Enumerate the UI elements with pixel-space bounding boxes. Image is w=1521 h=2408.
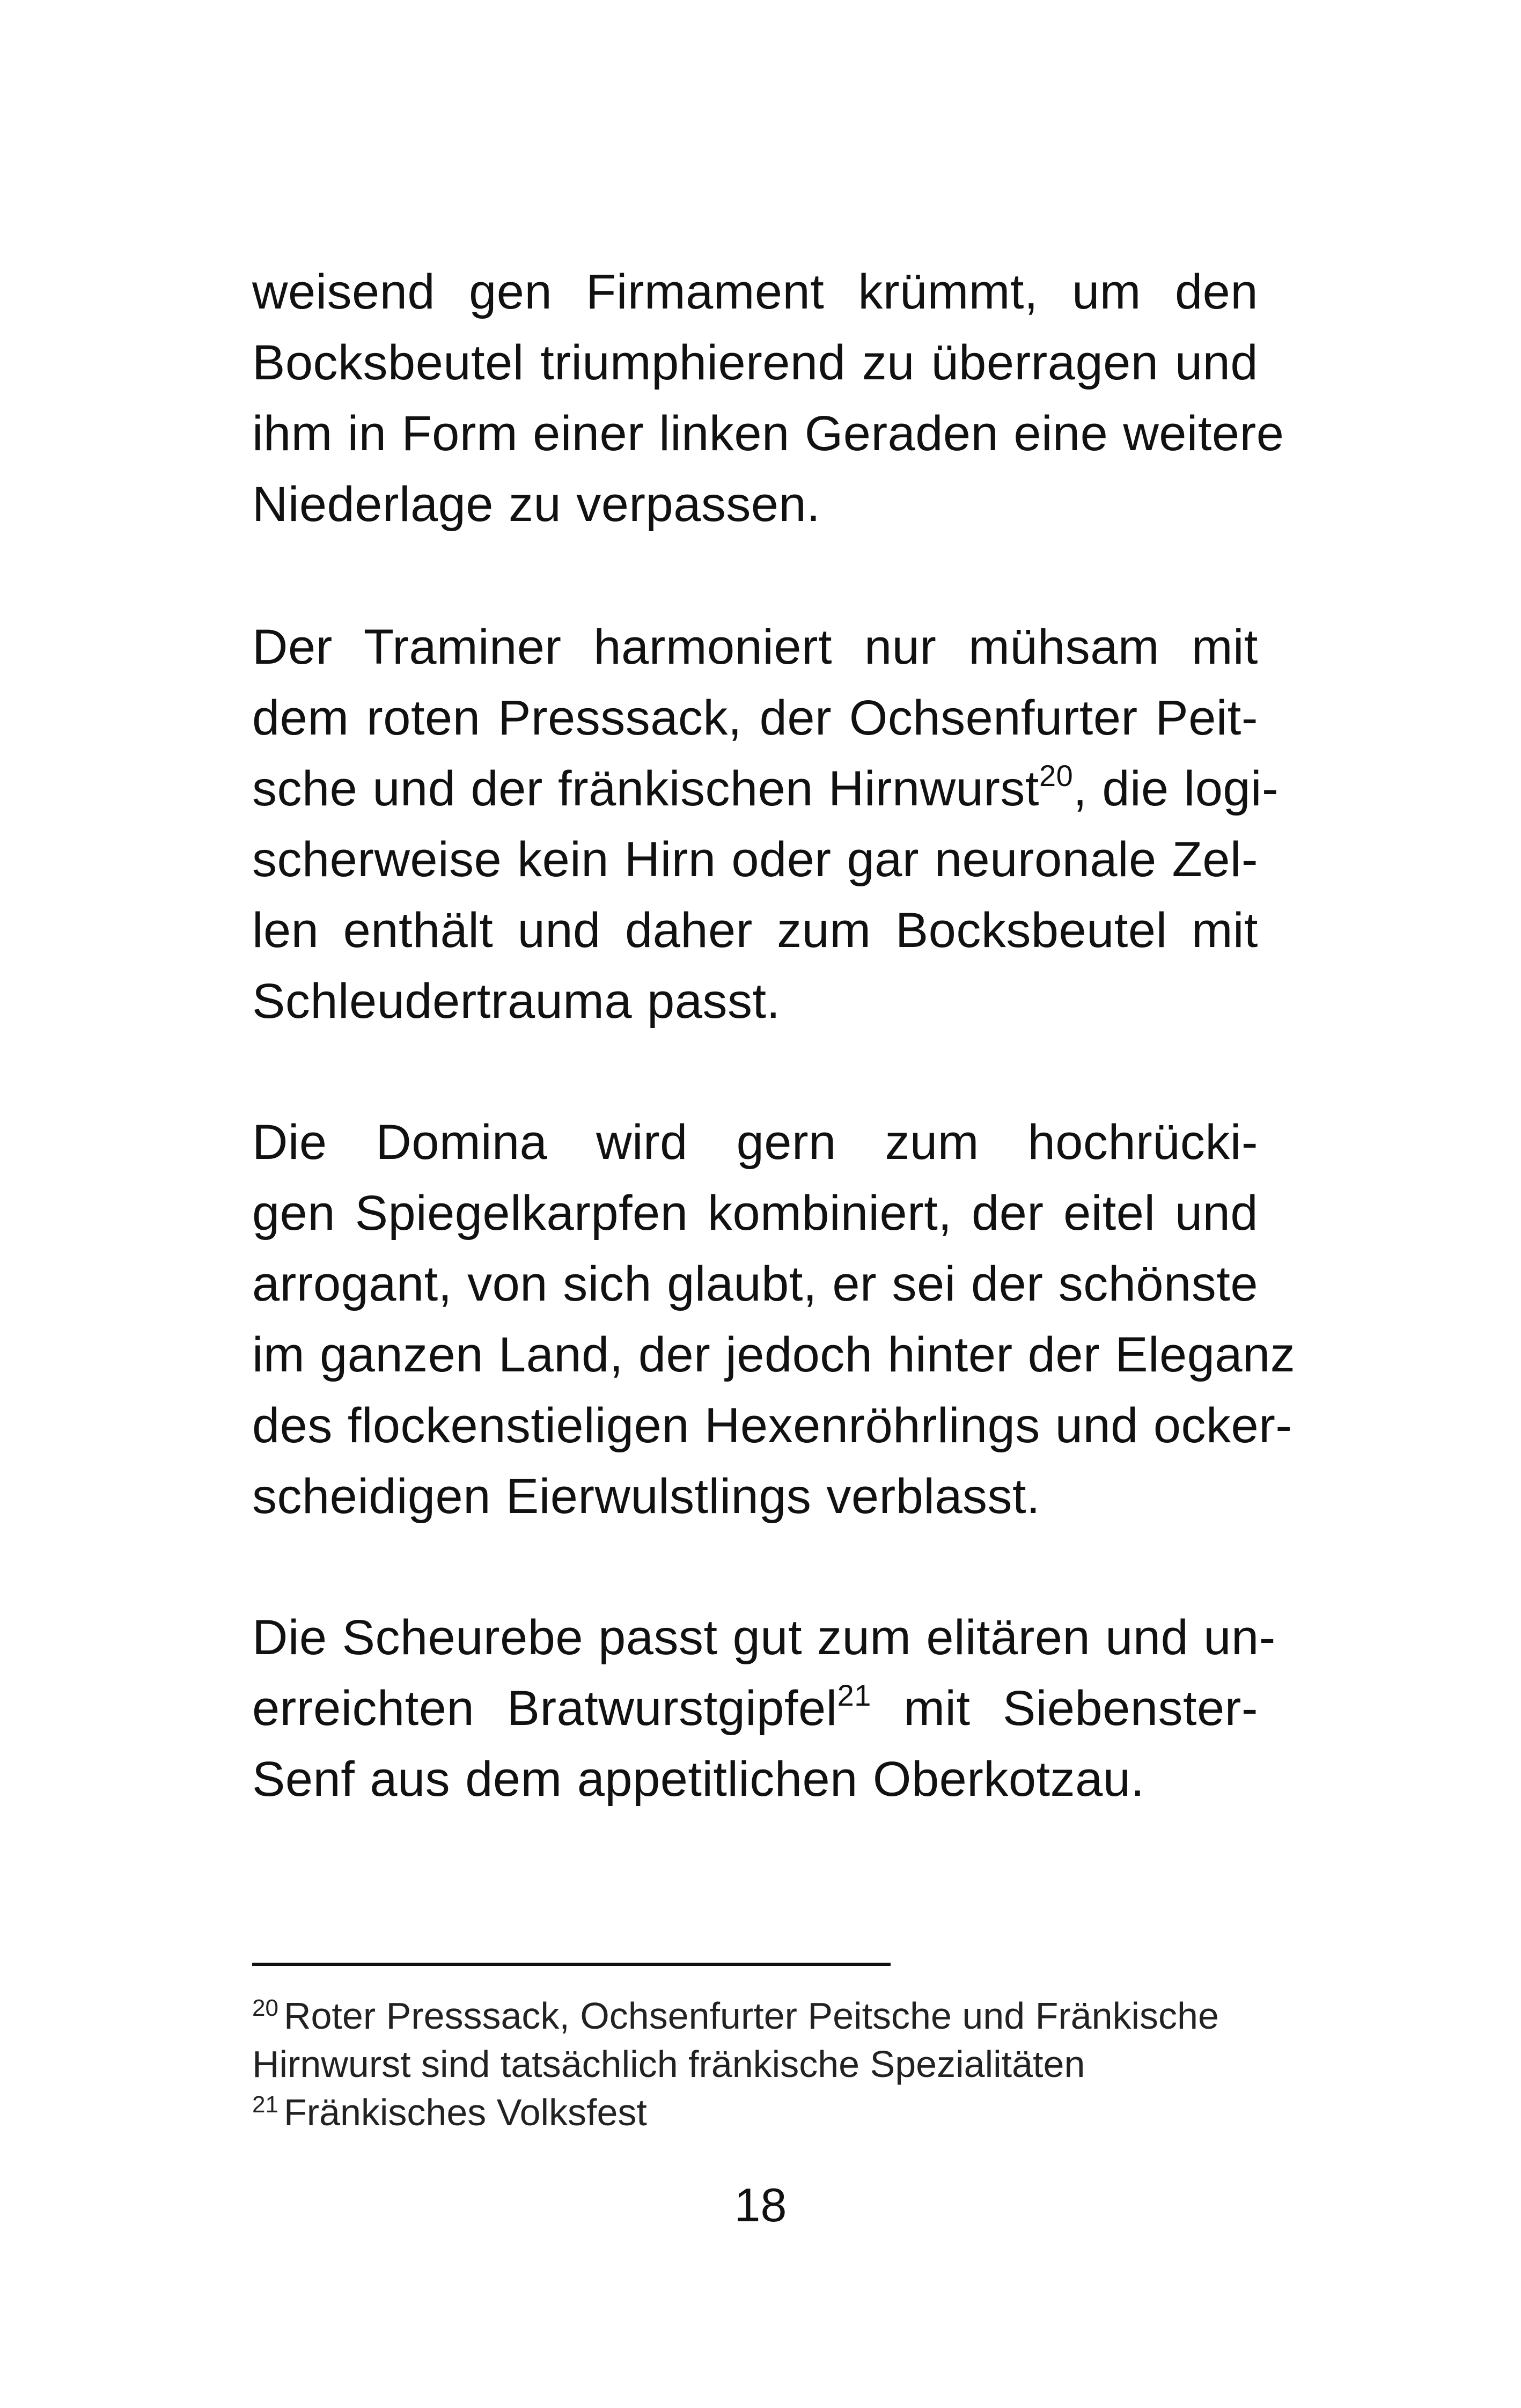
footnote-reference[interactable]: 20 bbox=[1039, 759, 1074, 793]
page-number: 18 bbox=[734, 2178, 787, 2231]
paragraph-line: im ganzen Land, der jedoch hinter der Eleganz bbox=[252, 1327, 1296, 1382]
paragraph-line: Schleudertrauma passt. bbox=[252, 974, 781, 1029]
footnote-21 bbox=[252, 2088, 1261, 2137]
paragraph-line: Die Scheurebe passt gut zum elitären und un- bbox=[252, 1610, 1276, 1665]
paragraph-line: weisend gen Firmament krümmt, um den bbox=[252, 265, 1258, 319]
paragraph-2 bbox=[252, 612, 1279, 1037]
paragraph-4 bbox=[252, 1602, 1276, 1815]
paragraph-line: ihm in Form einer linken Geraden eine weitere bbox=[252, 406, 1284, 461]
paragraph-line: len enthält und daher zum Bocksbeutel mit bbox=[252, 903, 1258, 958]
footnotes bbox=[252, 1992, 1261, 2137]
footnote-20-line-1 bbox=[252, 1992, 1261, 2040]
footnote-number: 20 bbox=[252, 1994, 278, 2021]
line-text: sche und der fränkischen Hirnwurst bbox=[252, 761, 1039, 816]
footnote-divider bbox=[252, 1963, 891, 1966]
line-text-tail: mit Siebenster- bbox=[871, 1681, 1258, 1736]
footnote-number: 21 bbox=[252, 2091, 278, 2118]
paragraph-line: Der Traminer harmoniert nur mühsam mit bbox=[252, 620, 1258, 674]
paragraph-line: Senf aus dem appetitlichen Oberkotzau. bbox=[252, 1752, 1145, 1807]
footnote-20-line-2: Hirnwurst sind tatsächlich fränkische Spezialitäten bbox=[252, 2043, 1085, 2085]
paragraph-line: Niederlage zu verpassen. bbox=[252, 477, 821, 532]
paragraph-line: scherweise kein Hirn oder gar neuronale Zel- bbox=[252, 832, 1258, 887]
paragraph-line: scheidigen Eierwulstlings verblasst. bbox=[252, 1469, 1041, 1524]
paragraph-line: Die Domina wird gern zum hochrücki- bbox=[252, 1115, 1258, 1170]
paragraph-line-with-footnote bbox=[252, 753, 1279, 824]
line-text-tail: , die logi- bbox=[1073, 761, 1279, 816]
footnote-text: Fränkisches Volksfest bbox=[283, 2091, 647, 2133]
paragraph-line: arrogant, von sich glaubt, er sei der schönste bbox=[252, 1257, 1258, 1311]
paragraph-3 bbox=[252, 1107, 1296, 1532]
line-text: erreichten Bratwurstgipfel bbox=[252, 1681, 837, 1736]
paragraph-1 bbox=[252, 256, 1284, 540]
footnote-reference[interactable]: 21 bbox=[837, 1678, 871, 1713]
paragraph-line: des flockenstieligen Hexenröhrlings und ocker- bbox=[252, 1398, 1292, 1453]
paragraph-line-with-footnote bbox=[252, 1673, 1258, 1744]
paragraph-line: gen Spiegelkarpfen kombiniert, der eitel und bbox=[252, 1186, 1258, 1240]
paragraph-line: dem roten Presssack, der Ochsenfurter Peit- bbox=[252, 691, 1258, 745]
paragraph-line: Bocksbeutel triumphierend zu überragen und bbox=[252, 335, 1258, 390]
footnote-text: Roter Presssack, Ochsenfurter Peitsche und Fränkische bbox=[283, 1995, 1219, 2037]
